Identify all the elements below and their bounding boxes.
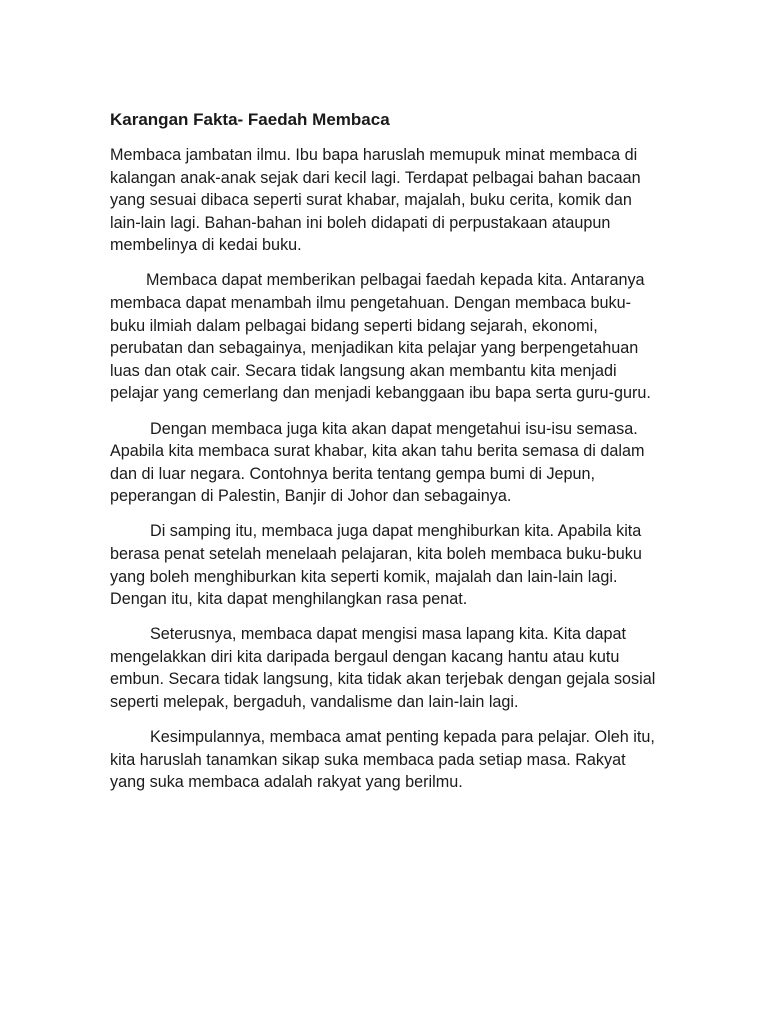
- paragraph-2: Membaca dapat memberikan pelbagai faedah kepada kita. Antaranya membaca dapat menambah ilmu pengetahuan. Dengan membaca buku-buku ilmiah dalam pelbagai bidang seperti bidang sejarah, ekonomi, perubatan dan sebagainya, menjadikan kita pelajar yang berpengetahuan luas dan otak cair. Secara tidak langsung akan membantu kita menjadi pelajar yang cemerlang dan menjadi kebanggaan ibu bapa serta guru-guru.: [110, 271, 651, 403]
- paragraph-conclusion: Kesimpulannya, membaca amat penting kepada para pelajar. Oleh itu, kita haruslah tanamkan sikap suka membaca pada setiap masa. Rakyat yang suka membaca adalah rakyat yang berilmu.: [110, 728, 655, 792]
- paragraph-5: Seterusnya, membaca dapat mengisi masa lapang kita. Kita dapat mengelakkan diri kita daripada bergaul dengan kacang hantu atau kutu embun. Secara tidak langsung, kita tidak akan terjebak dengan gejala sosial seperti melepak, bergaduh, vandalisme dan lain-lain lagi.: [110, 625, 656, 712]
- paragraph-3: Dengan membaca juga kita akan dapat mengetahui isu-isu semasa. Apabila kita membaca surat khabar, kita akan tahu berita semasa di dalam dan di luar negara. Contohnya berita tentang gempa bumi di Jepun, peperangan di Palestin, Banjir di Johor dan sebagainya.: [110, 419, 645, 506]
- document-title: Karangan Fakta- Faedah Membaca: [110, 110, 390, 129]
- paragraph-4: Di samping itu, membaca juga dapat menghiburkan kita. Apabila kita berasa penat setelah menelaah pelajaran, kita boleh membaca buku-buku yang boleh menghiburkan kita seperti komik, majalah dan lain-lain lagi. Dengan itu, kita dapat menghilangkan rasa penat.: [110, 522, 642, 609]
- paragraph-intro: Membaca jambatan ilmu. Ibu bapa haruslah memupuk minat membaca di kalangan anak-anak sejak dari kecil lagi. Terdapat pelbagai bahan bacaan yang sesuai dibaca seperti surat khabar, majalah, buku cerita, komik dan lain-lain lagi. Bahan-bahan ini boleh didapati di perpustakaan ataupun membelinya di kedai buku.: [110, 146, 641, 255]
